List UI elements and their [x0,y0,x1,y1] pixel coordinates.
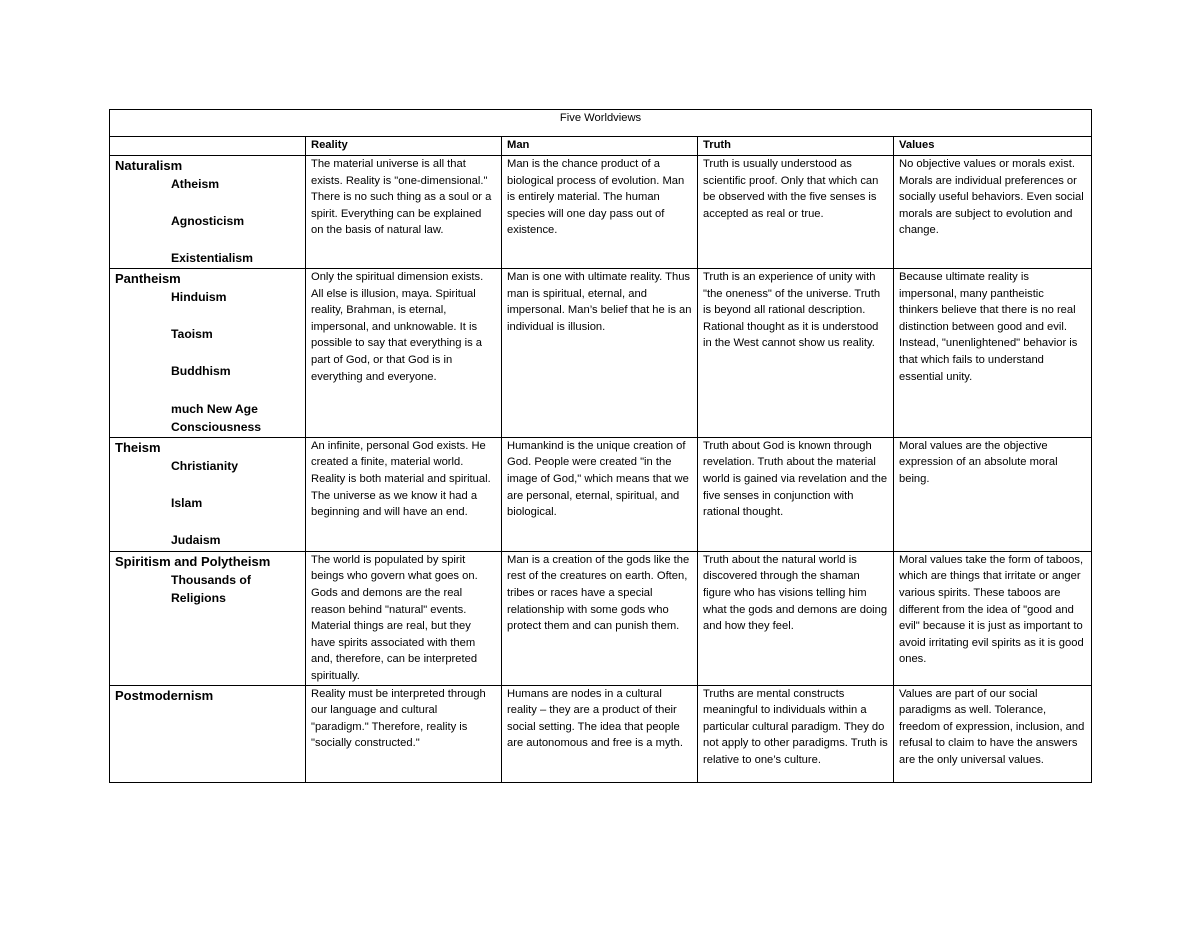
worldview-name: Postmodernism [115,687,214,703]
values-cell: No objective values or morals exist. Morals are individual preferences or socially useful behaviors. Even social morals are subject to evolution and change. [894,156,1092,269]
sub-list [171,288,300,437]
man-cell: Humankind is the unique creation of God. People were created "in the image of God," which means that we are personal, eternal, spiritual, and biological. [502,437,698,551]
header-truth: Truth [698,137,894,156]
sub-item: Buddhism [171,364,231,379]
reality-cell: An infinite, personal God exists. He created a finite, material world. Reality is both material and spiritual. The universe as we know it had a beginning and will have an end. [306,437,502,551]
reality-cell: Reality must be interpreted through our language and cultural "paradigm." Therefore, reality is "socially constructed." [306,685,502,782]
reality-cell: Only the spiritual dimension exists. All else is illusion, maya. Spiritual reality, Brahman, is eternal, impersonal, and unknowable. It is possible to say that everything is a part of God, or that God is in everything and everyone. [306,269,502,438]
sub-item: Taoism [171,327,213,342]
sub-item: Atheism [171,177,220,191]
worldview-name: Theism [115,439,161,455]
sub-item: much New Age [171,401,258,416]
sub-item: Thousands of [171,572,251,587]
title-row [110,110,1092,137]
man-cell: Man is one with ultimate reality. Thus man is spiritual, eternal, and impersonal. Man’s belief that he is an individual is illusion. [502,269,698,438]
header-values: Values [894,137,1092,156]
worldview-cell [110,156,306,269]
reality-cell: The world is populated by spirit beings who govern what goes on. Gods and demons are the real reason behind "natural" events. Material things are real, but they have spirits associated with them and, therefore, can be interpreted spiritually. [306,551,502,685]
worldviews-table [109,109,1092,783]
values-cell: Moral values are the objective expression of an absolute moral being. [894,437,1092,551]
sub-list [171,457,300,550]
sub-item: Existentialism [171,251,253,266]
sub-list [171,571,300,608]
truth-cell: Truth is an experience of unity with "the oneness" of the universe. Truth is beyond all rational description. Rational thought as it is understood in the West cannot show us reality. [698,269,894,438]
truth-cell: Truth is usually understood as scientific proof. Only that which can be observed with the five senses is accepted as real or true. [698,156,894,269]
header-blank [110,137,306,156]
worldview-name: Naturalism [115,158,183,173]
reality-cell: The material universe is all that exists. Reality is "one-dimensional." There is no such thing as a soul or a spirit. Everything can be explained on the basis of natural law. [306,156,502,269]
sub-list [171,175,300,268]
header-reality: Reality [306,137,502,156]
header-row [110,137,1092,156]
table-row [110,437,1092,551]
truth-cell: Truth about the natural world is discovered through the shaman figure who has visions telling him what the gods and demons are doing and how they feel. [698,551,894,685]
sub-item: Religions [171,591,226,606]
table-row [110,269,1092,438]
sub-item: Agnosticism [171,214,245,229]
table-row [110,685,1092,782]
man-cell: Man is the chance product of a biological process of evolution. Man is entirely material. The human species will one day pass out of existence. [502,156,698,269]
header-man: Man [502,137,698,156]
table-row [110,551,1092,685]
worldview-name: Spiritism and Polytheism [115,553,271,569]
worldview-name: Pantheism [115,271,181,286]
truth-cell: Truth about God is known through revelation. Truth about the material world is gained via revelation and the five senses in conjunction with rational thought. [698,437,894,551]
table-row [110,156,1092,269]
values-cell: Because ultimate reality is impersonal, many pantheistic thinkers believe that there is no real distinction between good and evil. Instead, "unenlightened" behavior is that which fails to understand essential unity. [894,269,1092,438]
sub-item: Hinduism [171,290,227,304]
worldview-cell [110,551,306,685]
worldview-cell [110,437,306,551]
man-cell: Humans are nodes in a cultural reality – they are a product of their social setting. The idea that people are autonomous and free is a myth. [502,685,698,782]
sub-item: Consciousness [171,420,262,435]
sub-item: Christianity [171,458,239,473]
values-cell: Moral values take the form of taboos, which are things that irritate or anger various spirits. These taboos are different from the idea of "good and evil" because it is just as important to avoid irritating evil spirits as it is good ones. [894,551,1092,685]
truth-cell: Truths are mental constructs meaningful to individuals within a particular cultural paradigm. They do not apply to other paradigms. Truth is relative to one’s culture. [698,685,894,782]
worldview-cell [110,269,306,438]
man-cell: Man is a creation of the gods like the rest of the creatures on earth. Often, tribes or races have a special relationship with some gods who protect them and can punish them. [502,551,698,685]
table-title: Five Worldviews [110,110,1092,137]
sub-item: Judaism [171,533,221,548]
sub-item: Islam [171,495,203,510]
values-cell: Values are part of our social paradigms as well. Tolerance, freedom of expression, inclusion, and refusal to claim to have the answers are the only universal values. [894,685,1092,782]
worldview-cell [110,685,306,782]
